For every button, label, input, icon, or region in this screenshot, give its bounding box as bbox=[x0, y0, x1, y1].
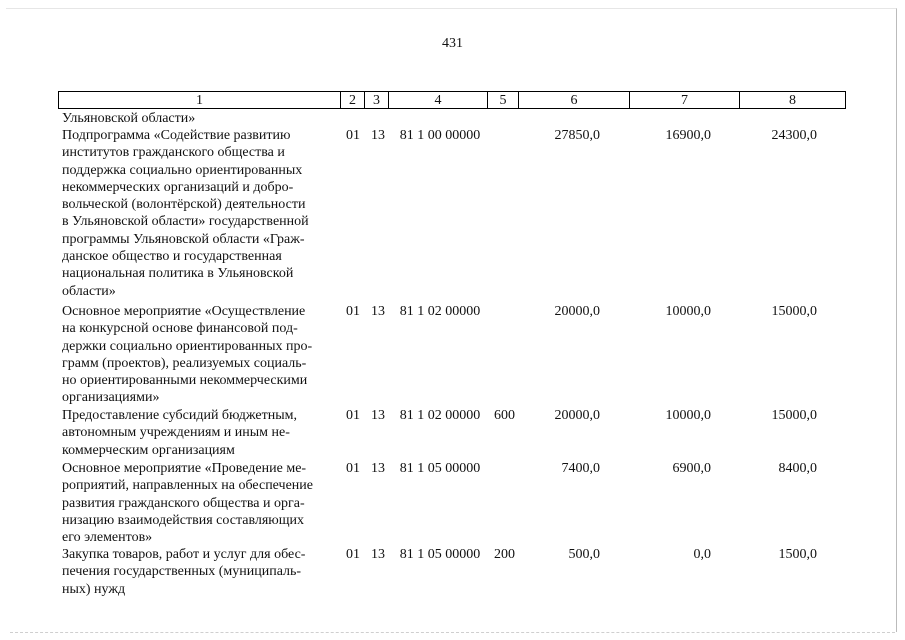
description-line: ных) нужд bbox=[62, 581, 126, 597]
description-line: программы Ульяновской области «Граж- bbox=[62, 231, 305, 247]
description-line: автономным учреждениям и иным не- bbox=[62, 425, 290, 441]
description-line: поддержка социально ориентированных bbox=[62, 162, 303, 178]
scan-edge bbox=[10, 632, 895, 633]
row-description bbox=[62, 110, 335, 127]
cell-section: 01 bbox=[346, 304, 360, 319]
table-header-col-1: 1 bbox=[58, 91, 341, 109]
description-line: развития гражданского общества и орга- bbox=[62, 495, 305, 511]
description-line: роприятий, направленных на обеспечение bbox=[62, 478, 314, 494]
table-header-col-5: 5 bbox=[488, 91, 519, 109]
description-line: в Ульяновской области» государственной bbox=[62, 214, 309, 230]
description-line: вольческой (волонтёрской) деятельности bbox=[62, 197, 306, 213]
cell-amount-col7: 10000,0 bbox=[665, 408, 711, 423]
cell-amount-col6: 20000,0 bbox=[554, 304, 600, 319]
cell-subsection: 13 bbox=[371, 461, 385, 476]
table-header-col-8: 8 bbox=[740, 91, 846, 109]
description-line: на конкурсной основе финансовой под- bbox=[62, 321, 298, 337]
description-line: организациями» bbox=[62, 390, 160, 406]
description-line: институтов гражданского общества и bbox=[62, 145, 285, 161]
description-line: держки социально ориентированных про- bbox=[62, 338, 313, 354]
cell-target-article: 81 1 05 00000 bbox=[399, 461, 481, 476]
description-line: но ориентированными некоммерческими bbox=[62, 373, 308, 389]
description-line: низацию взаимодействия составляющих bbox=[62, 512, 305, 528]
cell-expense-type: 600 bbox=[494, 408, 515, 423]
table-header-col-3: 3 bbox=[365, 91, 389, 109]
cell-target-article: 81 1 05 00000 bbox=[399, 547, 481, 562]
description-line: Основное мероприятие «Осуществление bbox=[62, 304, 306, 319]
row-description bbox=[62, 303, 335, 407]
description-line: национальная политика в Ульяновской bbox=[62, 266, 294, 282]
cell-section: 01 bbox=[346, 408, 360, 423]
cell-amount-col6: 20000,0 bbox=[554, 408, 600, 423]
cell-target-article: 81 1 02 00000 bbox=[399, 304, 481, 319]
cell-target-article: 81 1 00 00000 bbox=[399, 128, 481, 143]
table-header-col-6: 6 bbox=[519, 91, 630, 109]
description-line: печения государственных (муниципаль- bbox=[62, 564, 302, 580]
row-description bbox=[62, 546, 335, 598]
description-line: области» bbox=[62, 283, 116, 299]
cell-subsection: 13 bbox=[371, 128, 385, 143]
cell-amount-col6: 27850,0 bbox=[554, 128, 600, 143]
table-header-col-7: 7 bbox=[630, 91, 740, 109]
cell-amount-col7: 10000,0 bbox=[665, 304, 711, 319]
cell-section: 01 bbox=[346, 128, 360, 143]
description-line: его элементов» bbox=[62, 530, 153, 546]
row-description bbox=[62, 460, 335, 546]
cell-amount-col7: 0,0 bbox=[693, 547, 711, 562]
description-line: данское общество и государственная bbox=[62, 249, 282, 265]
cell-subsection: 13 bbox=[371, 547, 385, 562]
cell-amount-col8: 24300,0 bbox=[771, 128, 817, 143]
cell-section: 01 bbox=[346, 461, 360, 476]
table-header-col-4: 4 bbox=[389, 91, 488, 109]
description-line: Основное мероприятие «Проведение ме- bbox=[62, 461, 307, 476]
cell-subsection: 13 bbox=[371, 304, 385, 319]
cell-amount-col8: 8400,0 bbox=[778, 461, 817, 476]
description-line: некоммерческих организаций и добро- bbox=[62, 179, 294, 195]
cell-target-article: 81 1 02 00000 bbox=[399, 408, 481, 423]
description-line: грамм (проектов), реализуемых социаль- bbox=[62, 355, 307, 371]
cell-section: 01 bbox=[346, 547, 360, 562]
cell-amount-col7: 6900,0 bbox=[672, 461, 711, 476]
table-header-col-2: 2 bbox=[341, 91, 365, 109]
row-description bbox=[62, 127, 335, 300]
description-line: Закупка товаров, работ и услуг для обес- bbox=[62, 547, 306, 562]
description-line: Подпрограмма «Содействие развитию bbox=[62, 128, 291, 143]
description-line: коммерческим организациям bbox=[62, 442, 235, 458]
page-number: 431 bbox=[442, 36, 463, 51]
cell-amount-col6: 500,0 bbox=[568, 547, 600, 562]
cell-amount-col7: 16900,0 bbox=[665, 128, 711, 143]
cell-amount-col6: 7400,0 bbox=[561, 461, 600, 476]
cell-subsection: 13 bbox=[371, 408, 385, 423]
row-description bbox=[62, 407, 335, 459]
cell-amount-col8: 1500,0 bbox=[778, 547, 817, 562]
description-line: Предоставление субсидий бюджетным, bbox=[62, 408, 298, 423]
description-line: Ульяновской области» bbox=[62, 111, 196, 126]
cell-expense-type: 200 bbox=[494, 547, 515, 562]
cell-amount-col8: 15000,0 bbox=[771, 408, 817, 423]
cell-amount-col8: 15000,0 bbox=[771, 304, 817, 319]
